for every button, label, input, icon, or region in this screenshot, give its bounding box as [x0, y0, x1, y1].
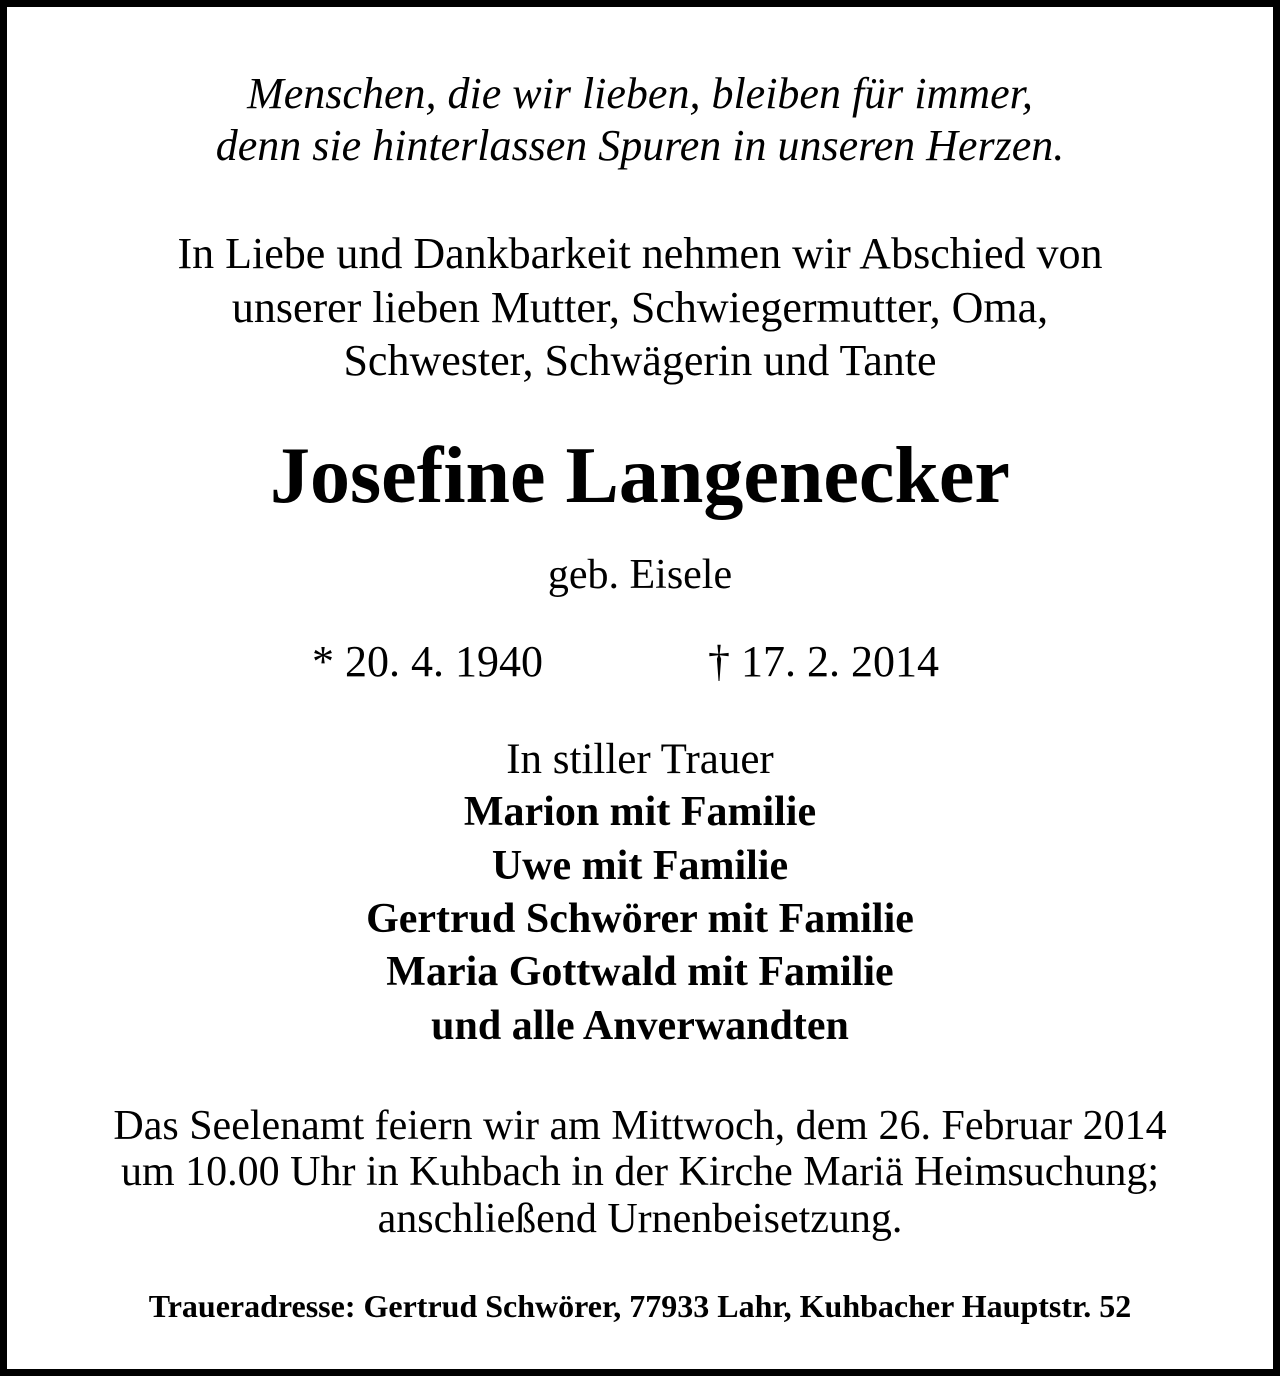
mourner-1: Marion mit Familie — [463, 789, 817, 835]
mourner-4: Maria Gottwald mit Familie — [386, 949, 894, 995]
mourner-2: Uwe mit Familie — [491, 843, 789, 889]
birth-date: * 20. 4. 1940 — [312, 637, 543, 686]
quote-line-1: Menschen, die wir lieben, bleiben für immer, — [247, 69, 1033, 118]
deceased-name: Josefine Langenecker — [270, 432, 1010, 520]
service-line-2: um 10.00 Uhr in Kuhbach in der Kirche Mariä Heimsuchung; — [120, 1149, 1160, 1195]
mourners-heading: In stiller Trauer — [506, 736, 774, 783]
intro-line-1: In Liebe und Dankbarkeit nehmen wir Abschied von — [177, 229, 1103, 278]
mourning-address: Traueradresse: Gertrud Schwörer, 77933 Lahr, Kuhbacher Hauptstr. 52 — [148, 1288, 1132, 1324]
quote-line-2: denn sie hinterlassen Spuren in unseren Herzen. — [215, 121, 1065, 170]
intro-line-2: unserer lieben Mutter, Schwiegermutter, Oma, — [231, 283, 1049, 332]
service-line-3: anschließend Urnenbeisetzung. — [377, 1196, 903, 1242]
intro-line-3: Schwester, Schwägerin und Tante — [343, 336, 937, 385]
mourner-3: Gertrud Schwörer mit Familie — [366, 896, 914, 942]
service-line-1: Das Seelenamt feiern wir am Mittwoch, dem 26. Februar 2014 — [113, 1103, 1167, 1149]
birth-name: geb. Eisele — [547, 552, 733, 598]
mourner-5: und alle Anverwandten — [431, 1003, 849, 1049]
death-date: † 17. 2. 2014 — [708, 637, 939, 686]
